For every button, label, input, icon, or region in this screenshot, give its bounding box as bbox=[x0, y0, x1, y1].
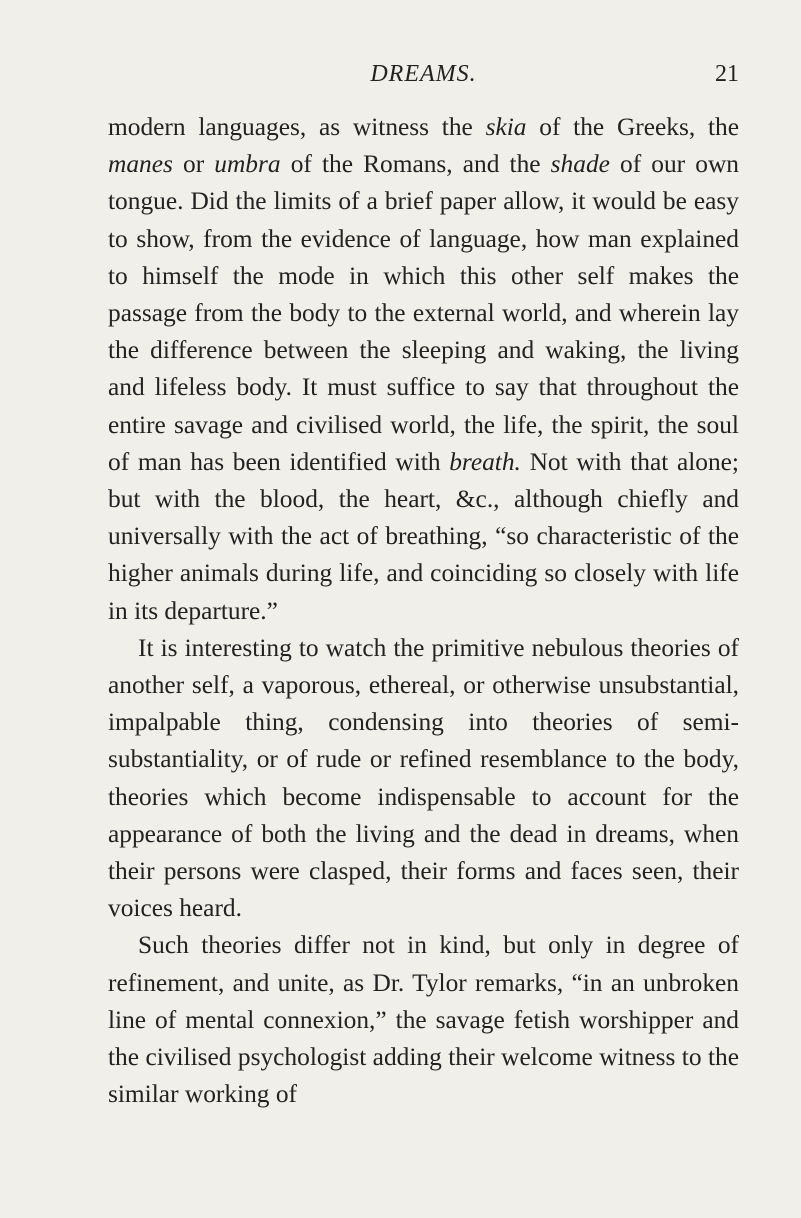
text-run: It is interesting to watch the primitive nebulous theories of another self, a vaporous, ethereal, or otherwise unsubstantial, impalpable thing, condensing into theories of semi-substantiality, or of rude or refined resemblance to the body, theories which become indispensable to account for the appearance of both the living and the dead in dreams, when their persons were clasped, their forms and faces seen, their voices heard. bbox=[108, 633, 739, 923]
text-run: modern languages, as witness the bbox=[108, 113, 486, 141]
italic-term: shade bbox=[550, 150, 610, 179]
text-run: of the Greeks, the bbox=[526, 113, 739, 141]
italic-term: manes bbox=[108, 150, 173, 179]
text-run: Such theories differ not in kind, but only in degree of refinement, and unite, as Dr. Tylor remarks, “in an unbroken line of mental connexion,” the savage fetish worshipper and the civilised psychologist adding their welcome witness to the similar working of bbox=[108, 931, 739, 1109]
text-run: or bbox=[172, 150, 215, 179]
italic-term: umbra bbox=[214, 150, 281, 179]
paragraph bbox=[108, 630, 739, 928]
text-run: Not with that alone; but with the blood, the heart, &c., although chiefly and universally with the act of breathing, “so characteristic of the higher animals during life, and coinciding so closely with life in its departure.” bbox=[108, 447, 739, 625]
page-number: 21 bbox=[715, 61, 739, 87]
text-run: of our own tongue. Did the limits of a brief paper allow, it would be easy to show, from the evidence of language, how man explained to himself the mode in which this other self makes the passage from the body to the external world, and wherein lay the difference between the sleeping and waking, the living and lifeless body. It must suffice to say that throughout the entire savage and civilised world, the life, the spirit, the soul of man has been identified with bbox=[108, 150, 739, 476]
italic-term: breath. bbox=[449, 447, 521, 476]
body-text bbox=[108, 109, 739, 1113]
running-title: DREAMS. bbox=[370, 61, 477, 87]
italic-term: skia bbox=[485, 113, 527, 141]
paragraph bbox=[108, 927, 739, 1113]
page-header bbox=[108, 0, 739, 96]
paragraph bbox=[108, 109, 739, 630]
text-run: of the Romans, and the bbox=[280, 150, 551, 179]
